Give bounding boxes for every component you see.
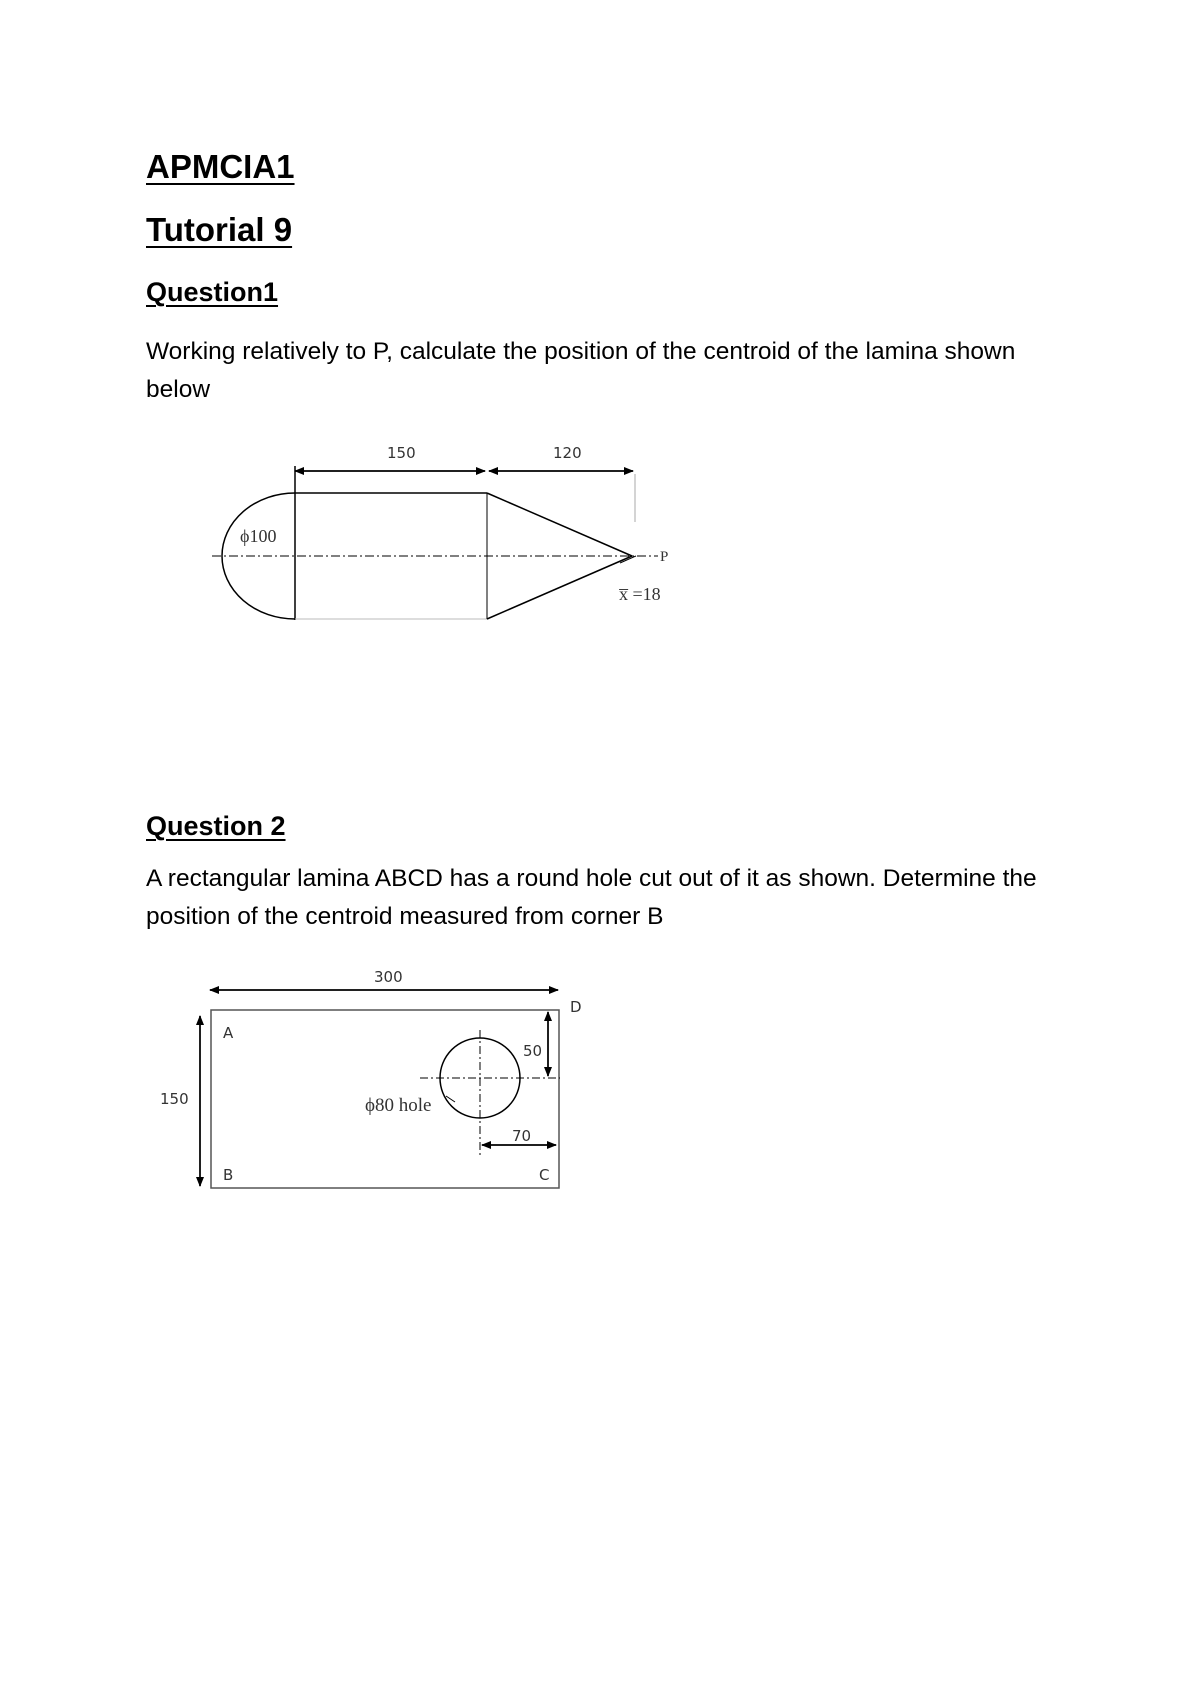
triangle-lower-edge — [487, 556, 632, 619]
document-title: APMCIA1 — [146, 148, 295, 185]
triangle-upper-edge — [487, 493, 632, 556]
corner-a-label: A — [223, 1024, 234, 1042]
tutorial-title: Tutorial 9 — [146, 211, 293, 248]
corner-b-label: B — [223, 1166, 234, 1184]
dimension-label-120: 120 — [553, 444, 582, 462]
centroid-label: x̅ =18 — [619, 584, 661, 604]
question1-figure — [200, 430, 670, 630]
corner-c-label: C — [539, 1166, 550, 1184]
hole-label: ϕ80 hole — [365, 1095, 432, 1116]
dimension-label-70: 70 — [512, 1127, 532, 1145]
question2-text: A rectangular lamina ABCD has a round hole cut out of it as shown. Determine the position of the centroid measured from corner B — [146, 865, 1037, 930]
dimension-label-150: 150 — [160, 1090, 189, 1108]
point-p-label: P — [660, 549, 669, 565]
corner-d-label: D — [570, 998, 582, 1016]
question1-heading: Question1 — [146, 277, 279, 307]
dimension-label-50: 50 — [523, 1042, 543, 1060]
question2-heading: Question 2 — [146, 811, 286, 841]
dimension-label-150: 150 — [387, 444, 416, 462]
question2-figure — [150, 960, 600, 1190]
question1-text: Working relatively to P, calculate the position of the centroid of the lamina shown below — [146, 338, 1016, 403]
dimension-label-300: 300 — [374, 968, 403, 986]
diameter-label: ϕ100 — [240, 526, 277, 546]
